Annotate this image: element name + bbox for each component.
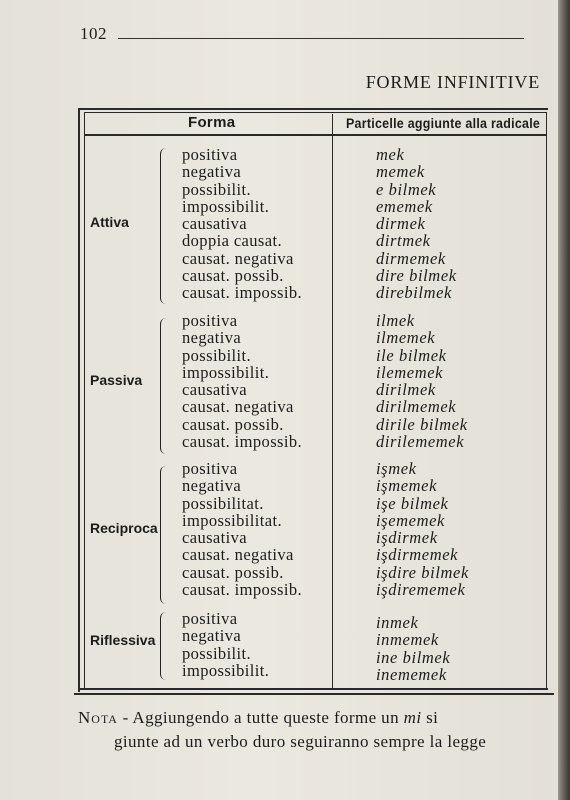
table-bottom-rule-outer [74, 693, 554, 695]
form-item: causat. impossib. [182, 283, 302, 303]
particle-item: dire bilmek [376, 266, 457, 286]
forms-list-reciproca [182, 460, 302, 598]
forms-list-passiva [182, 312, 302, 450]
form-item: positiva [182, 459, 238, 478]
table-left-rule-inner [84, 112, 85, 690]
form-item: negativa [182, 328, 242, 348]
column-header-forma: Forma [188, 114, 236, 131]
particle-item: dirmemek [376, 248, 446, 268]
particle-item: dirilmemek [376, 397, 457, 417]
table-top-rule-inner [84, 112, 546, 113]
particle-item: e bilmek [376, 179, 437, 199]
column-header-particelle: Particelle aggiunte alla radicale [346, 116, 541, 131]
particles-list-attiva [376, 146, 457, 302]
form-item: negativa [182, 162, 242, 182]
note-line-2: giunte ad un verbo duro seguiranno sempre la legge [114, 732, 487, 751]
form-item: causat. negativa [182, 397, 294, 417]
note-paragraph [78, 706, 558, 754]
group-label-passiva: Passiva [90, 372, 143, 388]
table-top-rule [78, 108, 548, 110]
particles-list-passiva [376, 312, 468, 450]
form-item: possibilit. [182, 345, 252, 365]
form-item: causat. possib. [182, 414, 284, 434]
form-item: causat. impossib. [182, 432, 302, 452]
form-item: possibilitat. [182, 493, 264, 513]
form-item: negativa [182, 626, 242, 646]
form-item: negativa [182, 476, 242, 496]
particle-item: dirmek [376, 214, 426, 234]
particle-item: işdirememek [376, 580, 466, 600]
form-item: possibilit. [182, 179, 252, 199]
table-left-rule-outer [78, 108, 80, 692]
note-text-b: si [421, 708, 439, 727]
particle-item: ememek [376, 196, 433, 216]
note-emphasis: mi [403, 708, 422, 727]
brace-riflessiva [160, 612, 171, 680]
particle-item: dirtmek [376, 231, 431, 251]
particle-item: işmek [376, 459, 417, 478]
particle-item: işmemek [376, 476, 438, 496]
header-rule [118, 38, 524, 39]
group-label-attiva: Attiva [90, 214, 129, 230]
table-header-rule [84, 134, 546, 136]
particle-item: işe bilmek [376, 493, 449, 513]
group-label-riflessiva: Riflessiva [90, 632, 156, 648]
particle-item: ilmemek [376, 328, 436, 348]
running-title: FORME INFINITIVE [365, 72, 540, 92]
particle-item: işdirmemek [376, 545, 459, 565]
forms-list-attiva [182, 146, 302, 302]
particle-item: ile bilmek [376, 345, 447, 365]
particle-item: inmemek [376, 630, 439, 650]
brace-reciproca [160, 466, 171, 604]
form-item: causat. possib. [182, 266, 284, 286]
forms-list-riflessiva [182, 610, 269, 679]
form-item: impossibilit. [182, 362, 270, 382]
form-item: causativa [182, 380, 247, 400]
form-item: positiva [182, 311, 238, 330]
form-item: causat. possib. [182, 562, 284, 582]
particle-item: dirile bilmek [376, 414, 468, 434]
form-item: causativa [182, 528, 247, 548]
form-item: positiva [182, 609, 238, 628]
particles-list-riflessiva [376, 614, 450, 683]
table-right-rule [546, 112, 547, 690]
particle-item: inememek [376, 664, 447, 684]
particle-item: işememek [376, 510, 445, 530]
page-edge [558, 0, 570, 800]
particles-list-reciproca [376, 460, 469, 598]
form-item: impossibilitat. [182, 510, 282, 530]
particle-item: dirilememek [376, 432, 465, 452]
form-item: causat. negativa [182, 545, 294, 565]
brace-passiva [160, 318, 171, 454]
page-number: 102 [80, 24, 107, 43]
form-item: positiva [182, 145, 238, 164]
table-column-divider [332, 114, 333, 688]
form-item: causat. negativa [182, 248, 294, 268]
particle-item: işdire bilmek [376, 562, 469, 582]
particle-item: ilememek [376, 362, 444, 382]
form-item: impossibilit. [182, 196, 270, 216]
particle-item: mek [376, 145, 405, 164]
form-item: impossibilit. [182, 660, 270, 680]
particle-item: dirilmek [376, 380, 436, 400]
form-item: possibilit. [182, 643, 252, 663]
note-label: Nota [78, 708, 118, 727]
particle-item: direbilmek [376, 283, 452, 303]
particle-item: ilmek [376, 311, 415, 330]
particle-item: memek [376, 162, 425, 182]
particle-item: ine bilmek [376, 647, 451, 667]
particle-item: işdirmek [376, 528, 438, 548]
brace-attiva [160, 148, 171, 304]
particle-item: inmek [376, 613, 419, 632]
group-label-reciproca: Reciproca [90, 520, 158, 536]
form-item: doppia causat. [182, 231, 282, 251]
form-item: causat. impossib. [182, 580, 302, 600]
form-item: causativa [182, 214, 247, 234]
table-bottom-rule [78, 688, 548, 690]
note-text-a: - Aggiungendo a tutte queste forme un [117, 708, 404, 727]
